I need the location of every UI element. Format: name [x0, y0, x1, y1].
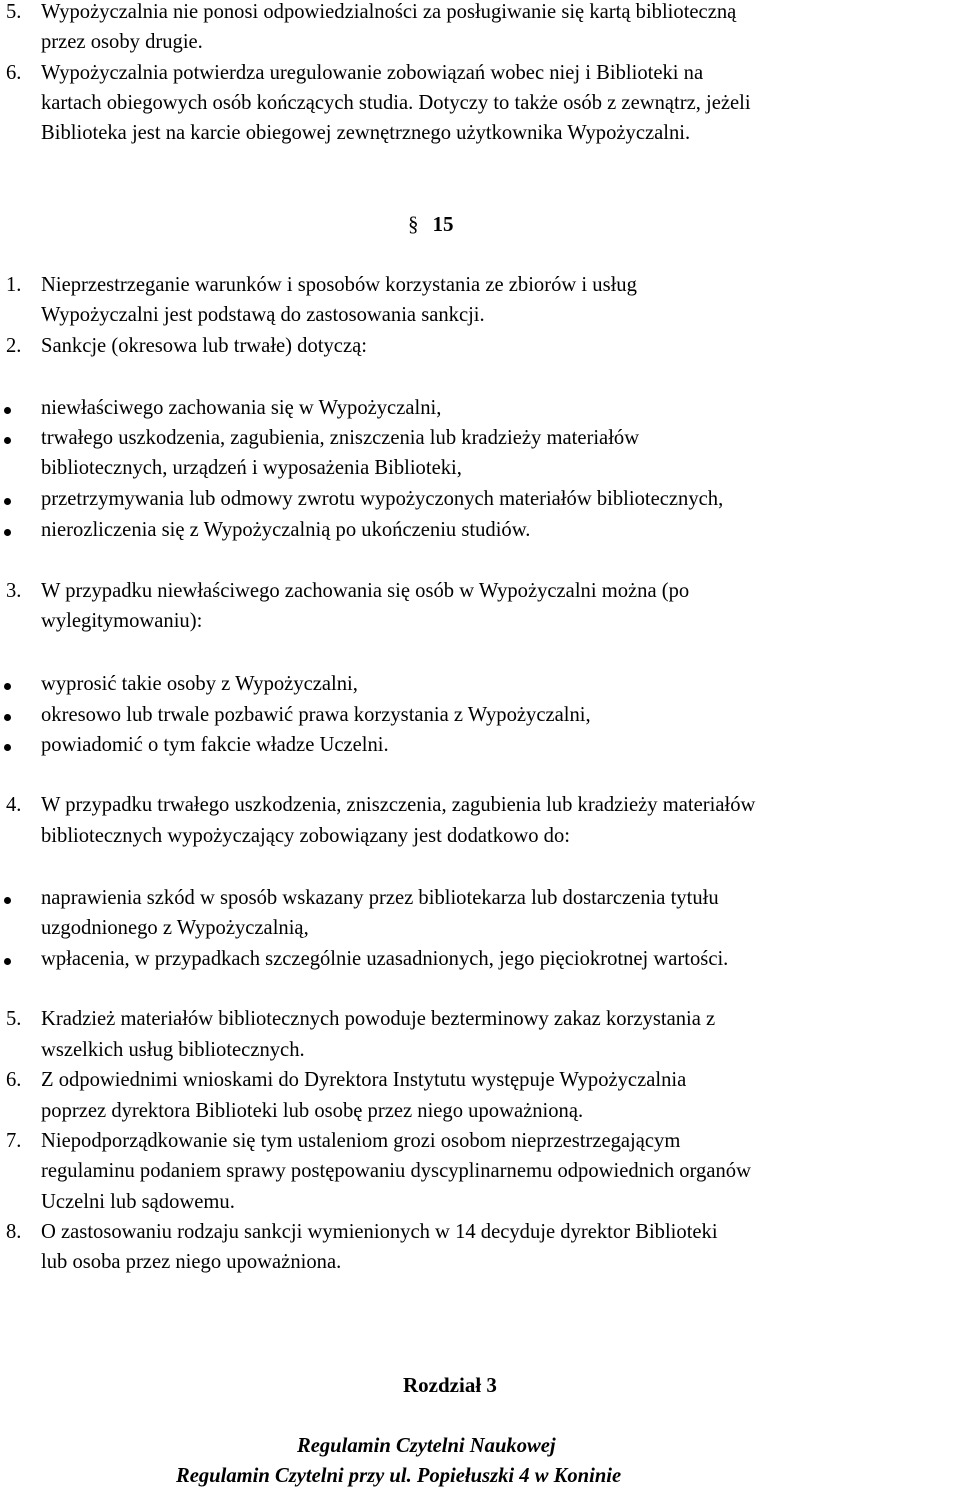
item-text: wylegitymowaniu): — [41, 610, 203, 632]
bullet-icon — [4, 897, 11, 904]
item-text: przez osoby drugie. — [41, 31, 203, 53]
bullet-text: przetrzymywania lub odmowy zwrotu wypożyczonych materiałów bibliotecznych, — [41, 488, 724, 510]
item-number: 3. — [6, 580, 22, 602]
item-number: 1. — [6, 274, 22, 296]
paragraph-sign: § — [408, 212, 419, 236]
bullet-icon — [4, 437, 11, 444]
bullet-icon — [4, 714, 11, 721]
item-number: 2. — [6, 335, 22, 357]
item-text: Uczelni lub sądowemu. — [41, 1191, 235, 1213]
item-text: Z odpowiednimi wnioskami do Dyrektora Instytutu występuje Wypożyczalnia — [41, 1069, 687, 1091]
item-text: W przypadku trwałego uszkodzenia, zniszczenia, zagubienia lub kradzieży materiałów — [41, 794, 756, 816]
bullet-icon — [4, 744, 11, 751]
item-number: 5. — [6, 1008, 22, 1030]
bullet-text: niewłaściwego zachowania się w Wypożyczalni, — [41, 397, 442, 419]
item-text: Wypożyczalnia nie ponosi odpowiedzialności za posługiwanie się kartą biblioteczną — [41, 1, 737, 23]
item-text: kartach obiegowych osób kończących studia. Dotyczy to także osób z zewnątrz, jeżeli — [41, 92, 751, 114]
item-text: O zastosowaniu rodzaju sankcji wymienionych w 14 decyduje dyrektor Biblioteki — [41, 1221, 718, 1243]
paragraph-heading — [408, 209, 454, 239]
paragraph-number: 15 — [432, 212, 454, 236]
bullet-icon — [4, 529, 11, 536]
item-text: regulaminu podaniem sprawy postępowaniu dyscyplinarnemu odpowiednich organów — [41, 1160, 751, 1182]
item-text: Biblioteka jest na karcie obiegowej zewnętrznego użytkownika Wypożyczalni. — [41, 122, 691, 144]
bullet-text: nierozliczenia się z Wypożyczalnią po ukończeniu studiów. — [41, 519, 531, 541]
chapter-heading: Rozdział 3 — [403, 1373, 497, 1397]
bullet-icon — [4, 683, 11, 690]
item-text: bibliotecznych wypożyczający zobowiązany jest dodatkowo do: — [41, 825, 570, 847]
item-number: 7. — [6, 1130, 22, 1152]
item-text: Wypożyczalni jest podstawą do zastosowania sankcji. — [41, 304, 485, 326]
bullet-text: uzgodnionego z Wypożyczalnią, — [41, 917, 309, 939]
item-text: Sankcje (okresowa lub trwałe) dotyczą: — [41, 335, 367, 357]
item-text: poprzez dyrektora Biblioteki lub osobę przez niego upoważnioną. — [41, 1100, 584, 1122]
bullet-text: wpłacenia, w przypadkach szczególnie uzasadnionych, jego pięciokrotnej wartości. — [41, 948, 729, 970]
item-text: Nieprzestrzeganie warunków i sposobów korzystania ze zbiorów i usług — [41, 274, 637, 296]
item-number: 6. — [6, 1069, 22, 1091]
bullet-text: trwałego uszkodzenia, zagubienia, zniszczenia lub kradzieży materiałów — [41, 427, 640, 449]
item-text: lub osoba przez niego upoważniona. — [41, 1251, 342, 1273]
bullet-text: okresowo lub trwale pozbawić prawa korzystania z Wypożyczalni, — [41, 704, 591, 726]
bullet-text: bibliotecznych, urządzeń i wyposażenia Biblioteki, — [41, 457, 462, 479]
item-text: Kradzież materiałów bibliotecznych powoduje bezterminowy zakaz korzystania z — [41, 1008, 716, 1030]
bullet-icon — [4, 958, 11, 965]
item-number: 4. — [6, 794, 22, 816]
item-number: 8. — [6, 1221, 22, 1243]
bullet-text: powiadomić o tym fakcie władze Uczelni. — [41, 734, 389, 756]
item-text: Niepodporządkowanie się tym ustaleniom grozi osobom nieprzestrzegającym — [41, 1130, 681, 1152]
bullet-text: naprawienia szkód w sposób wskazany przez bibliotekarza lub dostarczenia tytułu — [41, 887, 719, 909]
item-text: W przypadku niewłaściwego zachowania się osób w Wypożyczalni można (po — [41, 580, 690, 602]
item-number: 6. — [6, 62, 22, 84]
bullet-icon — [4, 407, 11, 414]
item-text: wszelkich usług bibliotecznych. — [41, 1039, 305, 1061]
item-text: Wypożyczalnia potwierdza uregulowanie zobowiązań wobec niej i Biblioteki na — [41, 62, 704, 84]
bullet-text: wyprosić takie osoby z Wypożyczalni, — [41, 673, 358, 695]
footer-title: Regulamin Czytelni Naukowej — [297, 1435, 556, 1457]
bullet-icon — [4, 498, 11, 505]
item-number: 5. — [6, 1, 22, 23]
footer-subtitle: Regulamin Czytelni przy ul. Popiełuszki 4 w Koninie — [176, 1465, 622, 1487]
